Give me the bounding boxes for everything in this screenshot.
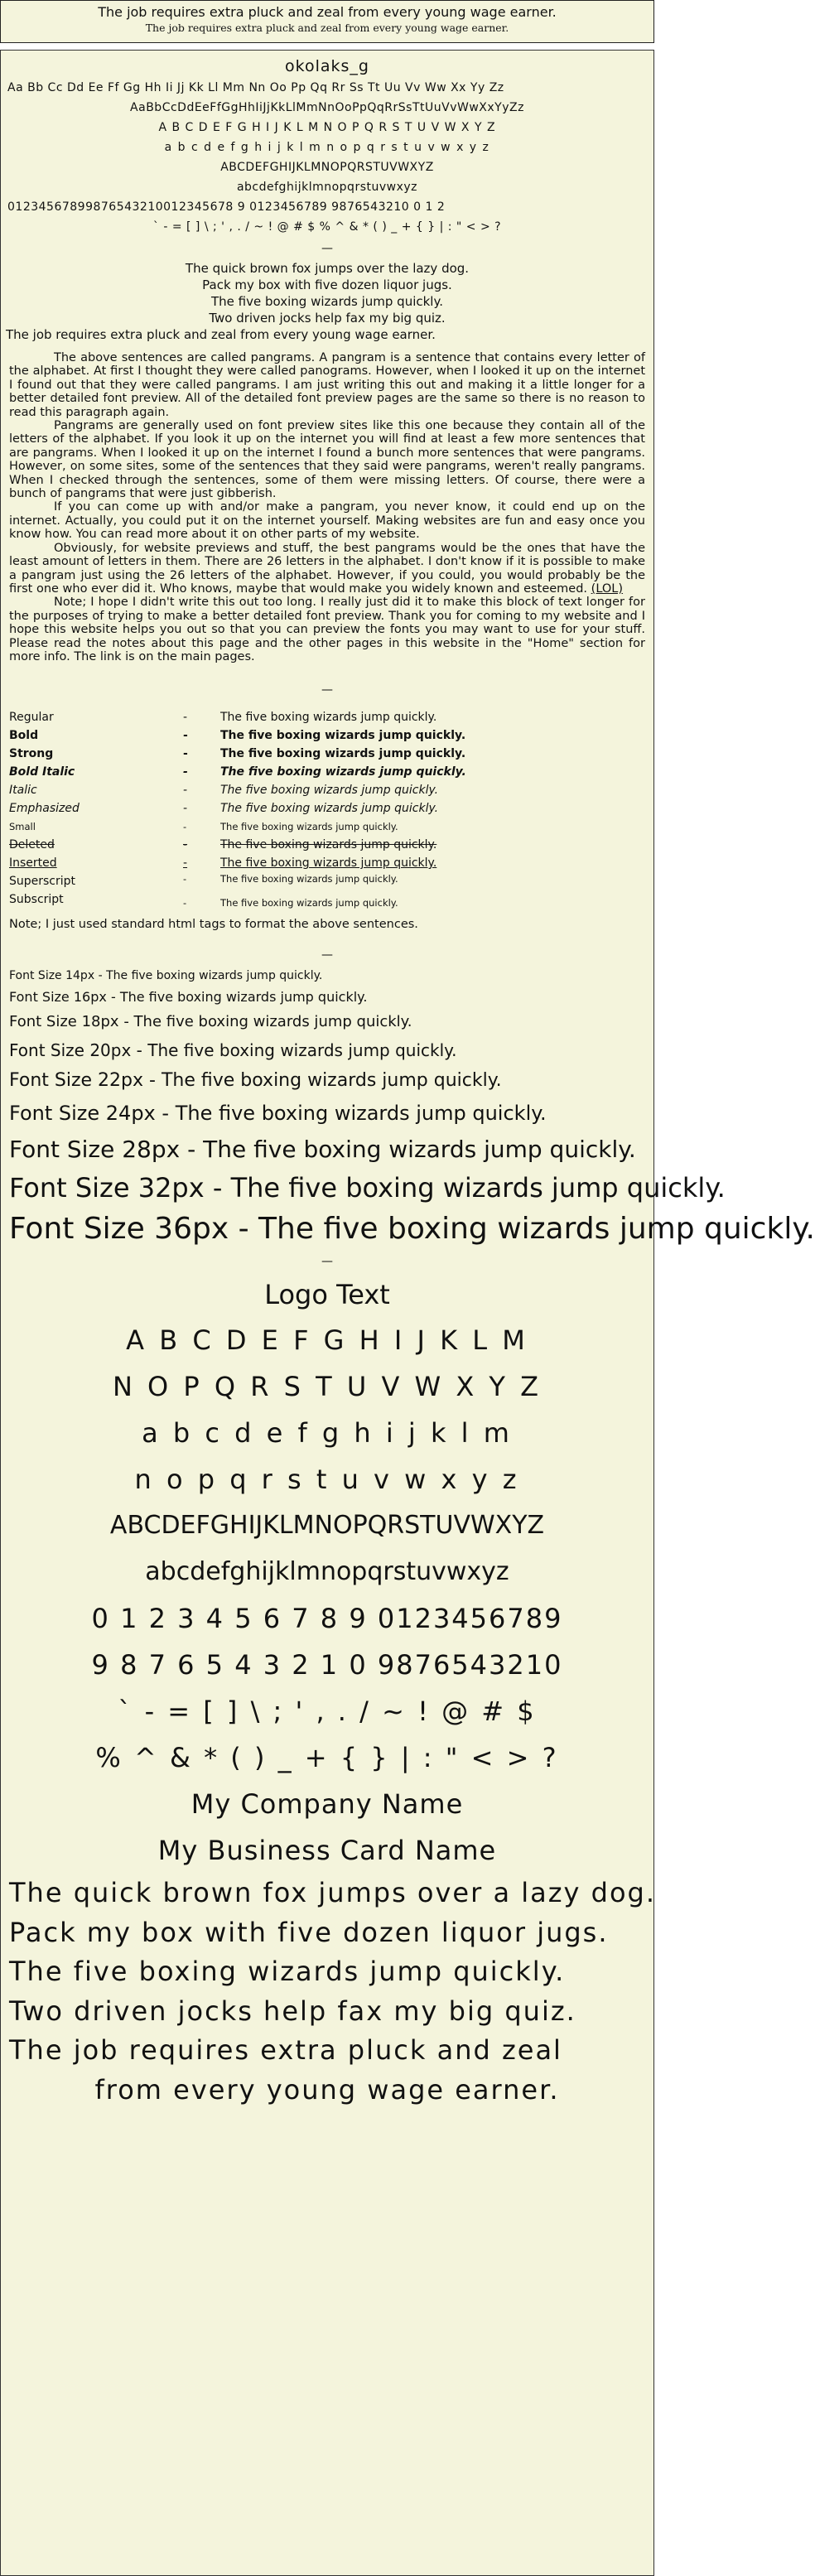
dash: - [183, 838, 188, 852]
style-label: Deleted [9, 838, 55, 852]
dash: - [149, 1070, 156, 1092]
size-label: Font Size 32px [9, 1172, 205, 1204]
size-sample: The five boxing wizards jump quickly. [230, 1172, 726, 1204]
dash: - [238, 1212, 249, 1247]
style-sample: The five boxing wizards jump quickly. [220, 729, 466, 743]
size-sample: The five boxing wizards jump quickly. [203, 1136, 636, 1164]
logo-lower: abcdefghijklmnopqrstuvwxyz [145, 1557, 509, 1587]
logo-digits-1: 0 1 2 3 4 5 6 7 8 9 0123456789 [91, 1603, 563, 1635]
header-line-2: The job requires extra pluck and zeal from every young wage earner. [145, 22, 509, 34]
size-row [1, 967, 653, 986]
style-sample: The five boxing wizards jump quickly. [220, 873, 398, 885]
charmap-digits: 01234567899876543210012345678 9 0123456789 9876543210 0 1 2 [7, 200, 446, 214]
charmap-upper: ABCDEFGHIJKLMNOPQRSTUVWXYZ [220, 161, 434, 174]
dash: - [212, 1172, 223, 1204]
style-sample: The five boxing wizards jump quickly. [220, 802, 439, 816]
large-pangram-line: The quick brown fox jumps over a lazy dog. [9, 1877, 656, 1909]
large-pangram-line: from every young wage earner. [94, 2073, 560, 2106]
large-pangram-line: Pack my box with five dozen liquor jugs. [9, 1916, 609, 1948]
size-row [1, 1009, 653, 1035]
dash: - [136, 1040, 142, 1061]
header-line-1: The job requires extra pluck and zeal from every young wage earner. [98, 4, 557, 20]
logo-business-card-name: My Business Card Name [157, 1835, 497, 1867]
dash: - [183, 802, 188, 816]
size-label: Font Size 20px [9, 1040, 132, 1061]
separator: — [321, 1255, 333, 1269]
style-label: Regular [9, 711, 54, 725]
font-title: okolaks_g [285, 57, 369, 75]
dash: - [187, 1136, 196, 1164]
dash: - [183, 729, 188, 743]
paragraph: Pangrams are generally used on font preview sites like this one because they contain all of the letters of the alphabet. If you look it up on the internet you will find at least a few more sentences that are pangrams. When I looked it up on the internet I found a bunch more sentences that were pangrams. However, on some sites, some of the sentences that they said were pangrams, weren't really pangrams. When I checked through the sentences, some of them were missing letters. Of course, there were a bunch of pangrams that were just gibberish. [9, 419, 645, 501]
dash: - [110, 989, 116, 1006]
logo-lower-1: a b c d e f g h i j k l m [142, 1417, 513, 1450]
style-label: Superscript [9, 875, 76, 889]
style-sample: The five boxing wizards jump quickly. [220, 711, 437, 725]
size-label: Font Size 14px [9, 969, 95, 983]
large-pangrams [1, 1874, 656, 2110]
style-sample: The five boxing wizards jump quickly. [220, 784, 439, 798]
paragraph: Note; I hope I didn't write this out too long. I really just did it to make this block of text longer for the purposes of trying to make a better detailed font preview. Thank you for coming to my website and I hope this website helps you out so that you can preview the fonts you may want to use for your stuff. Please read the notes about this page and the other pages in this website in the "Home" section for more info. The link is on the main pages. [9, 596, 645, 663]
size-sample: The five boxing wizards jump quickly. [133, 1013, 412, 1031]
style-label: Emphasized [9, 802, 80, 816]
size-label: Font Size 22px [9, 1070, 144, 1092]
style-label: Bold Italic [9, 765, 75, 779]
size-label: Font Size 36px [9, 1212, 229, 1247]
pangram-line: The quick brown fox jumps over the lazy dog. [185, 261, 470, 276]
logo-upper-1: A B C D E F G H I J K L M [126, 1324, 528, 1357]
pangram-line: Pack my box with five dozen liquor jugs. [202, 277, 452, 292]
size-label: Font Size 18px [9, 1013, 119, 1031]
size-row [1, 1097, 653, 1131]
size-row [1, 1065, 653, 1097]
size-sample: The five boxing wizards jump quickly. [175, 1102, 547, 1126]
charmap-lower: abcdefghijklmnopqrstuvwxyz [236, 181, 418, 194]
charmap-pairs-tight: AaBbCcDdEeFfGgHhIiJjKkLlMmNnOoPpQqRrSsTtUuVvWwXxYyZz [130, 101, 524, 114]
dash: - [183, 821, 187, 833]
style-label: Subscript [9, 893, 64, 907]
logo-symbols-1: ` - = [ ] \ ; ' , . / ~ ! @ # $ [118, 1696, 537, 1728]
style-sample: The five boxing wizards jump quickly. [220, 897, 398, 909]
paragraph: The above sentences are called pangrams. A pangram is a sentence that contains every letter of the alphabet. At first I thought they were called panograms. However, when I looked it up on the internet I found out that they were called pangrams. I am just writing this out and making it a little longer for a better detailed font preview. All of the detailed font preview pages are the same so there is no reason to read this paragraph again. [9, 351, 645, 419]
charmap-symbols: ` - = [ ] \ ; ' , . / ~ ! @ # $ % ^ & * ( ) _ + { } | : " < > ? [152, 220, 502, 234]
style-samples [1, 708, 653, 909]
logo-upper-2: N O P Q R S T U V W X Y Z [112, 1371, 543, 1403]
logo-symbols-2: % ^ & * ( ) _ + { } | : " < > ? [95, 1742, 559, 1774]
logo-upper: ABCDEFGHIJKLMNOPQRSTUVWXYZ [109, 1511, 545, 1541]
charmap-pairs: Aa Bb Cc Dd Ee Ff Gg Hh Ii Jj Kk Ll Mm Nn Oo Pp Qq Rr Ss Tt Uu Vv Ww Xx Yy Zz [7, 81, 504, 94]
size-row [1, 1035, 653, 1065]
logo-lower-2: n o p q r s t u v w x y z [134, 1464, 520, 1496]
dash: - [183, 765, 188, 779]
style-label: Small [9, 821, 36, 833]
style-label: Bold [9, 729, 39, 743]
style-sample: The five boxing wizards jump quickly. [220, 747, 466, 761]
dash: - [183, 897, 187, 909]
separator: — [321, 683, 333, 697]
size-sample: The five boxing wizards jump quickly. [161, 1070, 502, 1092]
large-pangram-line: Two driven jocks help fax my big quiz. [9, 1995, 576, 2027]
dash: - [98, 969, 103, 983]
large-pangram-line: The five boxing wizards jump quickly. [9, 1956, 566, 1988]
pangram-line: The five boxing wizards jump quickly. [211, 294, 443, 309]
size-row [1, 1131, 653, 1168]
separator: — [321, 242, 333, 255]
large-pangram-line: The job requires extra pluck and zeal [9, 2034, 562, 2067]
size-label: Font Size 24px [9, 1102, 156, 1126]
style-sample: The five boxing wizards jump quickly. [220, 765, 466, 779]
style-label: Inserted [9, 856, 57, 871]
paragraph-text: Obviously, for website previews and stuff, the best pangrams would be the ones that have the least amount of letters in them. There are 26 letters in the alphabet. I don't know if it is possible to make a pangram just using the 26 letters of the alphabet. However, if you could, you would probably be the first one who ever did it. Who knows, maybe that would make you widely known and esteemed. [9, 541, 645, 596]
dash: - [183, 711, 188, 725]
dash: - [123, 1013, 129, 1031]
size-samples [1, 967, 815, 1251]
style-label: Italic [9, 784, 37, 798]
dash: - [183, 784, 188, 798]
dash: - [183, 856, 188, 871]
logo-title: Logo Text [264, 1279, 390, 1311]
style-sample: The five boxing wizards jump quickly. [220, 838, 437, 852]
size-row [1, 1208, 815, 1251]
format-note: Note; I just used standard html tags to format the above sentences. [9, 918, 418, 932]
lol-text: (LOL) [591, 581, 624, 596]
style-sample: The five boxing wizards jump quickly. [220, 856, 437, 871]
dash: - [183, 747, 188, 761]
size-sample: The five boxing wizards jump quickly. [147, 1040, 457, 1061]
size-sample: The five boxing wizards jump quickly. [258, 1212, 815, 1247]
size-row [1, 1168, 726, 1208]
header-banner [0, 0, 654, 43]
size-sample: The five boxing wizards jump quickly. [119, 989, 368, 1006]
pangram-list [1, 260, 653, 343]
logo-company-name: My Company Name [190, 1788, 464, 1821]
paragraph [9, 542, 645, 596]
size-label: Font Size 16px [9, 989, 107, 1006]
style-label: Strong [9, 747, 54, 761]
pangram-line: The job requires extra pluck and zeal from every young wage earner. [6, 327, 436, 342]
charmap-upper-spaced: A B C D E F G H I J K L M N O P Q R S T U V W X Y Z [158, 121, 496, 134]
body-text [1, 351, 653, 663]
logo-digits-2: 9 8 7 6 5 4 3 2 1 0 9876543210 [91, 1649, 563, 1681]
pangram-line: Two driven jocks help fax my big quiz. [209, 311, 446, 326]
dash: - [162, 1102, 170, 1126]
size-row [1, 986, 653, 1009]
style-sample: The five boxing wizards jump quickly. [220, 821, 398, 833]
separator: — [321, 948, 333, 962]
size-label: Font Size 28px [9, 1136, 181, 1164]
paragraph: If you can come up with and/or make a pangram, you never know, it could end up on the internet. Actually, you could put it on the internet yourself. Making websites are fun and easy once you know how. You can read more about it on other parts of my website. [9, 500, 645, 542]
font-preview-panel [0, 50, 815, 2576]
dash: - [183, 873, 187, 885]
charmap-lower-spaced: a b c d e f g h i j k l m n o p q r s t u v w x y z [164, 141, 490, 154]
size-sample: The five boxing wizards jump quickly. [106, 969, 323, 983]
logo-samples [1, 1272, 653, 1874]
